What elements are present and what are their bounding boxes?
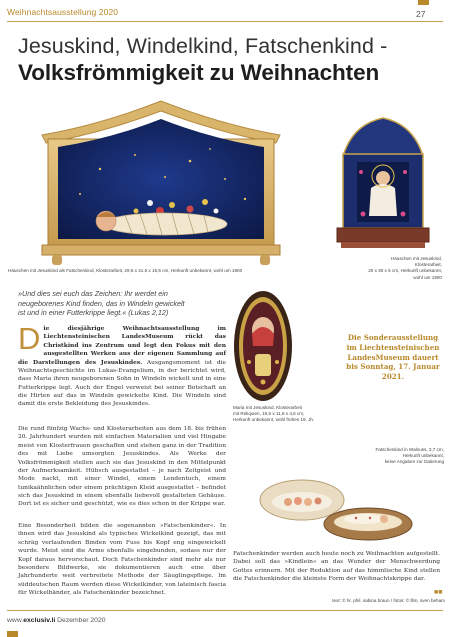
caption-house-photo: [366, 256, 442, 281]
page-number: 27: [416, 9, 426, 19]
header-rule: [7, 21, 443, 22]
photo-fatschenkind-shrine: [40, 99, 282, 267]
section-title: Weihnachtsausstellung 2020: [7, 7, 119, 17]
caption-line: keine Angaben zur Datierung: [384, 459, 444, 465]
bible-quote: [18, 289, 218, 318]
caption-line: mit Reliquien, 19,5 x 11,8 x 4,5 cm,: [233, 411, 305, 417]
caption-line: Maria mit Jesuskind, Klosterarbeit: [233, 405, 302, 410]
exhibition-side-note: Die Sonderausstellung im Liechtensteinischen LandesMuseum dauert bis Sonntag, 17. Januar 2021.: [346, 333, 440, 382]
caption-line: 20 x 30 x 5 cm, Herkunft unbekannt,: [368, 268, 442, 274]
body-paragraph-3: Eine Besonderheit bilden die sogenannten »Fatschenkinder«. In ihnen wird das Jesuskind als typisches Wickelkind gezeigt, das mit schräg verlaufenden Binden vom Fuss bis Kopf eng eingewickelt wurde. Meist sind die Arme ebenfalls eingebunden, sodass nur der Kopf daraus hervorschaut. Doch Fatschenkinder sind mehr als nur besondere Bildwerke, sie dokumentieren auch eine über Jahrhunderte weit verbreitete Methode der Säuglingspflege. Im süddeutschen Raum werden diese Wickelkinder, von lateinisch fascia für Wickelbänder, als Fatschenkinder bezeichnet.: [18, 523, 226, 596]
photo-maria-reliquary: [233, 290, 293, 402]
intro-text: Ausgangsmoment ist die Weihnachtsgeschichte im Lukas-Evangelium, in der berichtet wird, dass Maria ihren neugeborenen Sohn in Windeln wickelt und in eine Futterkrippe legt. Auch der Engel verweist bei seiner Botschaft an die Hirten auf das in Windeln gewickelte Kind. Die Windeln sind damit die erste Bekleidung des Jesuskindes.: [18, 359, 227, 408]
article-title-line1: Jesuskind, Windelkind, Fatschenkind -: [18, 34, 388, 58]
caption-line: Herkunft unbekannt, wohl frühes 19. Jh.: [233, 417, 315, 423]
article-title-line2: Volksfrömmigkeit zu Weihnachten: [18, 60, 380, 85]
caption-line: Häuschen mit Jesuskind, Klosterarbeit,: [390, 256, 442, 268]
quote-line: ist und in einer Futterkrippe liegt.« (Lukas 2,12): [18, 308, 169, 318]
intro-lead: ie diesjährige Weihnachtsausstellung im Liechtensteinischen LandesMuseum rückt das Christkind ins Zentrum und legt den Fokus mit den ausgestellten Werken aus der eigenen Sammlung auf die Darstellungen des Jesuskindes.: [18, 325, 226, 366]
photo-walnut-child: [258, 470, 418, 542]
credits: text: © hr. phil. sabina braun / fotos: © lllm, sven beham: [332, 598, 445, 603]
body-paragraph-2: Die rund fünfzig Wachs- und Klosterarbeiten aus dem 18. bis frühen 20. Jahrhundert wurden mit einfachen Materialien und viel Hingabe meist von Klosterfrauen geschaffen und stehen ganz in der Tradition des mit Liebe umsorgten Jesuskindes. Als Werke der Volksfrömmigkeit stellen auch sie das Jesuskind in den Mittelpunkt der Aufmerksamkeit. Hübsch ausgestattet – je nach Zeitgeist und Mode nackt, mit einer Windel, einem Lendentuch, einem tunikaähnlichen oder einem prächtigen Kleid ausgestattet – befindet sich das Jesuskind in einem ebenfalls liebevoll gestalteten Gehäuse. Dort ist es sicher und geschützt, wie es dies schon in der Krippe war.: [18, 426, 226, 508]
caption-oval-photo: [233, 405, 333, 424]
intro-paragraph: [18, 321, 227, 409]
quote-line: »Und dies sei euch das Zeichen: Ihr werdet ein: [18, 289, 168, 298]
caption-main-photo: Häuschen mit Jesuskind als Fatschenkind, Klosterarbeit, 29,5 x 41,5 x 16,5 cm, Herkunft unbekannt, wohl um 1900: [8, 268, 243, 273]
body-paragraph-4: Fatschenkinder werden auch heute noch zu Weihnachten aufgestellt. Dabei soll das »Kindlein« an das Wunder der Menschwerdung Gottes erinnern. Mit der Reduktion auf das himmlische Kind stellen die Fatschenkinder die kleinste Form der Weihnachtskrippe dar.: [233, 551, 440, 583]
footer-brand-prefix: www.: [7, 617, 24, 624]
caption-line: Fatschenkind in Walnuss, 3,7 cm,: [375, 447, 444, 452]
quote-line: neugeborenes Kind finden, das in Windeln gewickelt: [18, 298, 185, 308]
end-mark: ■■: [434, 589, 443, 596]
caption-walnut-photo: [370, 447, 444, 466]
caption-line: wohl um 1900: [413, 274, 442, 280]
footer-publication[interactable]: [7, 617, 106, 624]
caption-line: Herkunft unbekannt,: [402, 453, 444, 459]
drop-cap: D: [18, 321, 41, 356]
header-accent-square: [418, 0, 429, 5]
photo-jesus-house: [333, 116, 433, 250]
footer-brand: exclusiv.li: [23, 617, 56, 624]
footer-issue: Dezember 2020: [57, 617, 106, 624]
footer-rule: [7, 610, 443, 611]
footer-accent-square: [7, 631, 18, 637]
